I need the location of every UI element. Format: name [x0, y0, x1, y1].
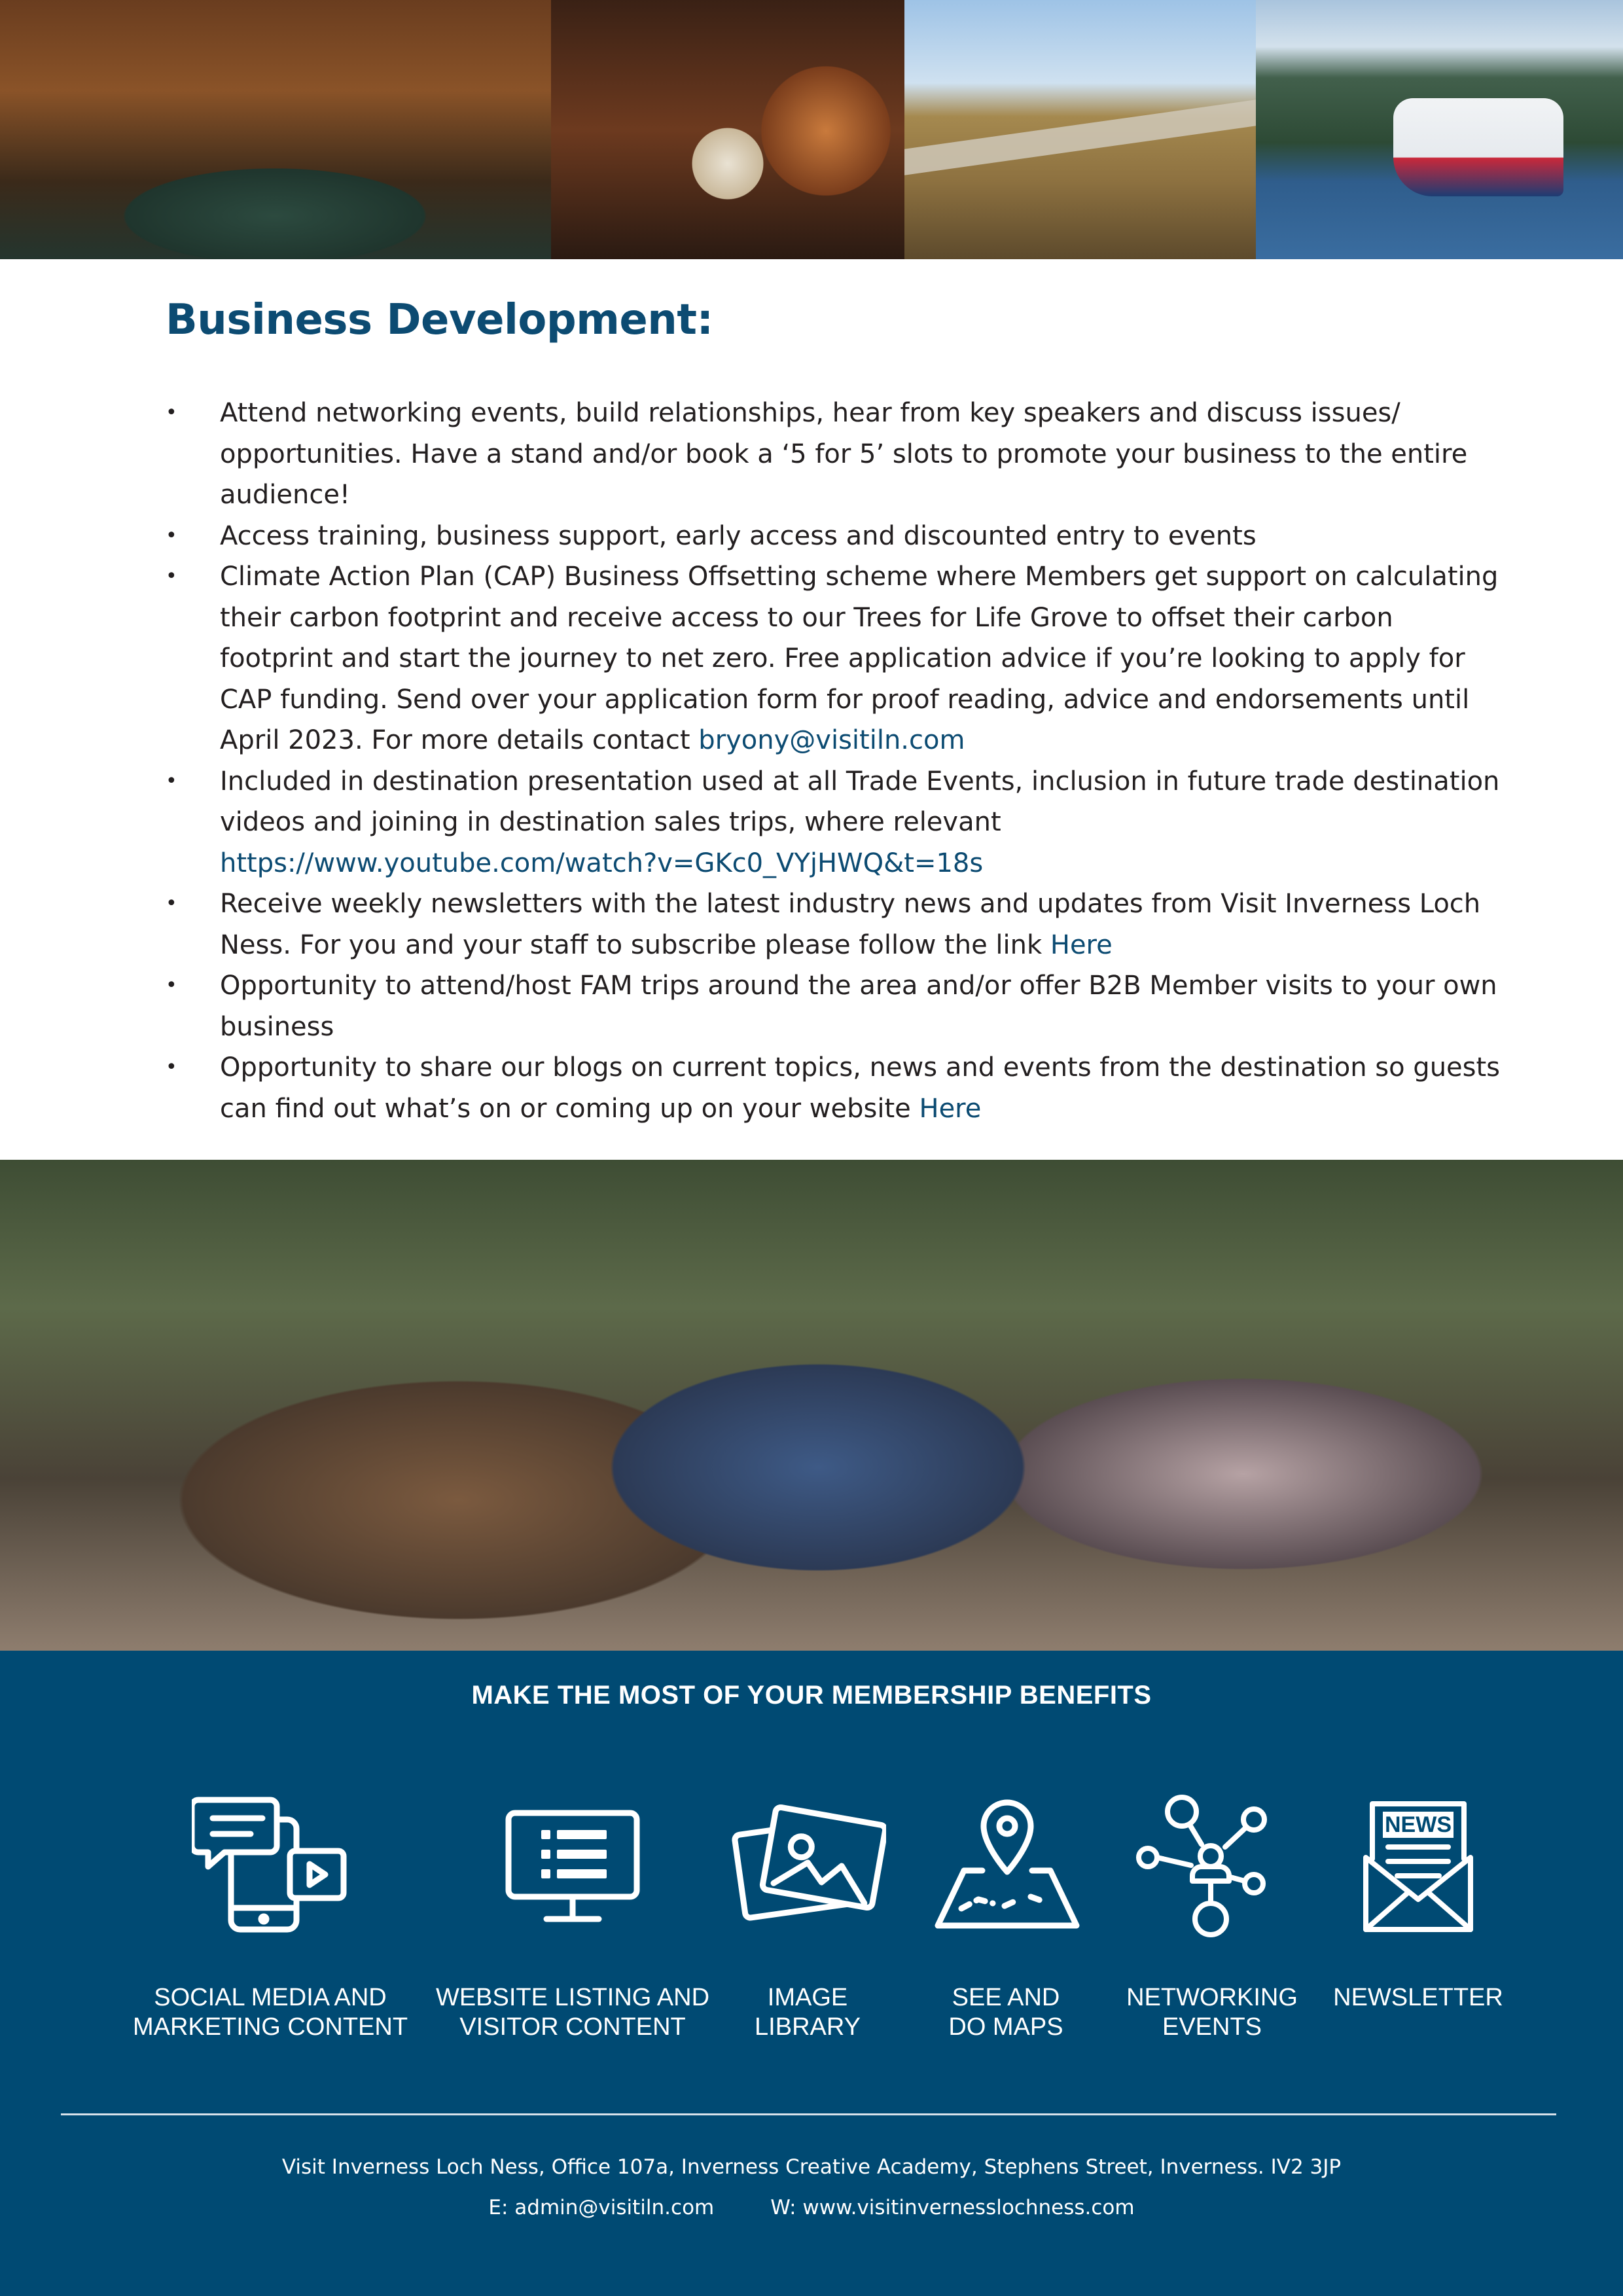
benefit-label-line1: WEBSITE LISTING AND: [435, 1984, 710, 2011]
bullet-text: Opportunity to share our blogs on current topics, news and events from the destination so guests can find out what’s on or coming up on your website: [220, 1052, 1501, 1124]
bullet-text: Climate Action Plan (CAP) Business Offsetting scheme where Members get support on calculating their carbon footprint and receive access to our Trees for Life Grove to offset their carbon footprint and start the journey to net zero. Free application advice if you’re looking to apply for CAP funding. Send over your application form for proof reading, advice and endorsements until April 2023. For more details contact: [220, 562, 1499, 755]
map-icon: [927, 1793, 1084, 1937]
photo-cyclists: [904, 0, 1256, 259]
benefit-label-line1: NETWORKING: [1126, 1984, 1298, 2011]
list-item: [166, 1047, 1507, 1129]
benefit-label-line2: DO MAPS: [948, 2013, 1063, 2041]
footer-divider: [61, 2113, 1556, 2115]
youtube-link[interactable]: https://www.youtube.com/watch?v=GKc0_VYjHWQ&t=18s: [220, 848, 984, 878]
group-photo: [0, 1160, 1623, 1651]
benefit-label-line2: EVENTS: [1162, 2013, 1262, 2041]
page-title: Business Development:: [166, 296, 713, 344]
footer-contacts: [0, 2196, 1623, 2219]
list-item: [166, 965, 1507, 1047]
benefit-social-media: [130, 1793, 411, 2041]
list-item: [166, 556, 1507, 761]
top-photo-strip: [0, 0, 1623, 259]
list-item: [166, 884, 1507, 965]
benefit-bullet-list: [166, 393, 1507, 1129]
benefit-newsletter: [1277, 1793, 1559, 2011]
benefit-label-line1: SOCIAL MEDIA AND: [154, 1984, 387, 2011]
blogs-link[interactable]: Here: [919, 1093, 982, 1124]
benefit-label-line1: NEWSLETTER: [1333, 1984, 1503, 2011]
list-item: [166, 516, 1507, 557]
footer-address: Visit Inverness Loch Ness, Office 107a, Inverness Creative Academy, Stephens Street, Inverness. IV2 3JP: [281, 2155, 1342, 2179]
photo-afternoon-tea: [551, 0, 904, 259]
networking-icon: [1133, 1793, 1291, 1937]
benefit-label-line1: SEE AND: [952, 1984, 1060, 2011]
list-item: [166, 761, 1507, 884]
social-media-icon: [192, 1793, 349, 1937]
benefit-label-line2: LIBRARY: [755, 2013, 861, 2041]
benefits-title: MAKE THE MOST OF YOUR MEMBERSHIP BENEFITS: [471, 1681, 1152, 1710]
newsletter-subscribe-link[interactable]: Here: [1050, 929, 1113, 960]
bullet-text: Attend networking events, build relationships, hear from key speakers and discuss issues/ opportunities. Have a stand and/or book a ‘5 for 5’ slots to promote your business to the entire audience!: [220, 398, 1468, 510]
news-badge-text: NEWS: [1385, 1812, 1452, 1837]
footer-website[interactable]: W: www.visitinvernesslochness.com: [770, 2196, 1135, 2219]
bullet-text: Included in destination presentation used at all Trade Events, inclusion in future trade destination videos and joining in destination sales trips, where relevant: [220, 766, 1500, 837]
footer-email[interactable]: E: admin@visitiln.com: [488, 2196, 715, 2219]
website-icon: [494, 1793, 651, 1937]
photo-loch-cruise: [1256, 0, 1623, 259]
bullet-text: Access training, business support, early access and discounted entry to events: [220, 520, 1257, 551]
list-item: [166, 393, 1507, 516]
bullet-text: Receive weekly newsletters with the latest industry news and updates from Visit Inverness Loch Ness. For you and your staff to subscribe please follow the link: [220, 889, 1481, 960]
email-link[interactable]: bryony@visitiln.com: [698, 725, 965, 755]
benefit-label-line2: VISITOR CONTENT: [459, 2013, 686, 2041]
photo-whisky-tasting: [0, 0, 551, 259]
newsletter-icon: [1340, 1793, 1497, 1937]
benefit-label-line2: MARKETING CONTENT: [132, 2013, 408, 2041]
bullet-text: Opportunity to attend/host FAM trips around the area and/or offer B2B Member visits to your own business: [220, 971, 1497, 1042]
benefit-label-line1: IMAGE: [767, 1984, 848, 2011]
image-library-icon: [729, 1793, 886, 1937]
